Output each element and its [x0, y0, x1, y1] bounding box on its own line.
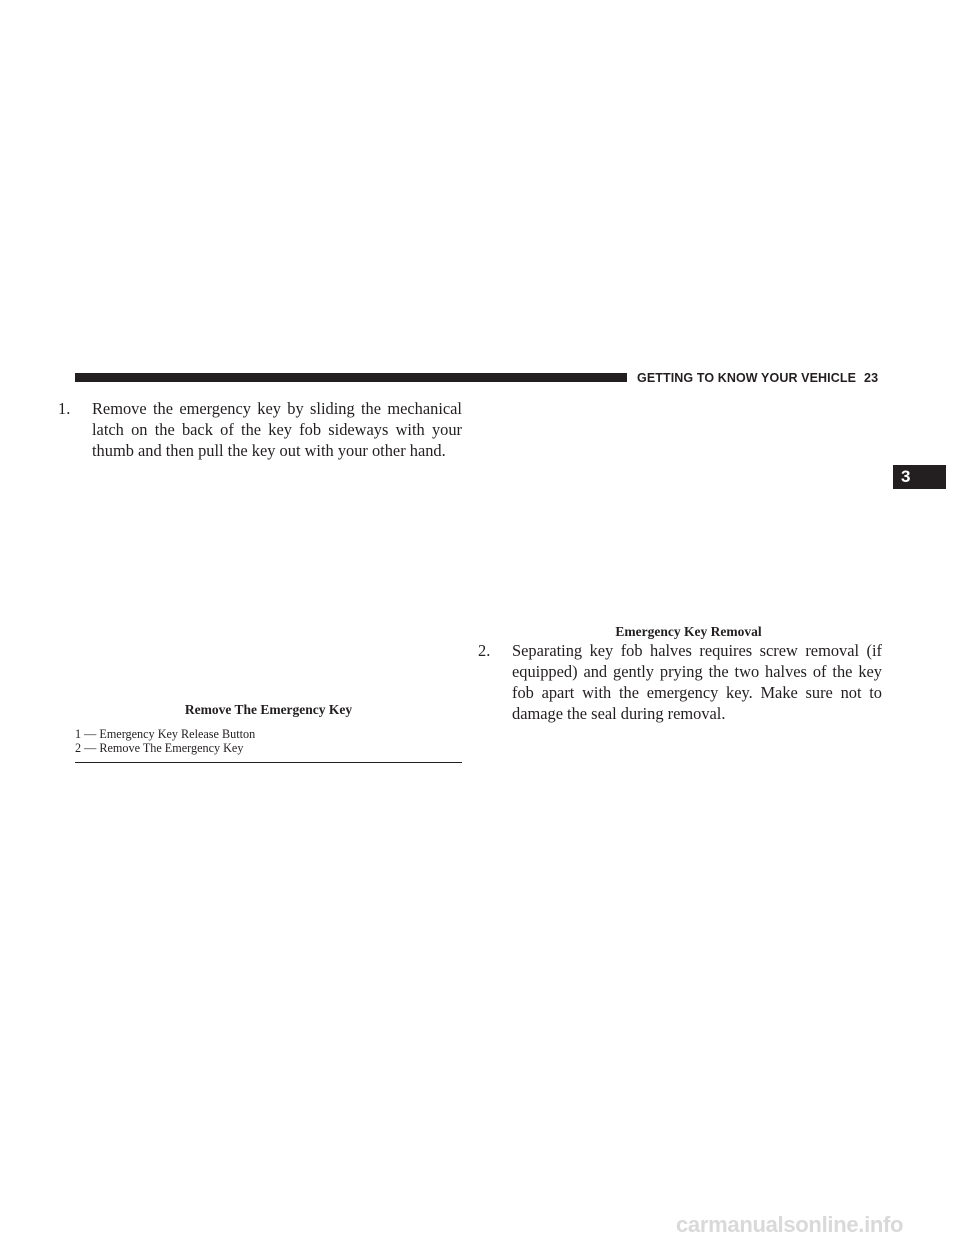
figure-caption: Remove The Emergency Key	[184, 702, 353, 717]
figure-legend	[75, 727, 462, 755]
page-number: 23	[864, 371, 879, 385]
step-2	[478, 640, 882, 724]
legend-divider	[75, 762, 462, 763]
step-number: 1.	[58, 399, 71, 418]
page-header	[637, 370, 878, 386]
watermark: carmanualsonline.info	[676, 1212, 904, 1237]
chapter-tab[interactable]: 3	[893, 465, 946, 489]
step-number: 2.	[478, 641, 491, 660]
figure-caption: Emergency Key Removal	[615, 624, 762, 639]
step-1	[58, 398, 462, 461]
legend-item: 2 — Remove The Emergency Key	[75, 741, 244, 755]
section-title: GETTING TO KNOW YOUR VEHICLE	[637, 371, 857, 385]
figure-emergency-key-removal	[495, 395, 882, 620]
legend-item: 1 — Emergency Key Release Button	[75, 727, 256, 741]
step-text: Separating key fob halves requires screw removal (if equipped) and gently prying the two halves of the key fob apart with the emergency key. Make sure not to damage the seal during removal.	[512, 641, 882, 723]
header-rule	[75, 373, 627, 382]
figure-remove-emergency-key	[75, 470, 462, 695]
step-text: Remove the emergency key by sliding the mechanical latch on the back of the key fob sideways with your thumb and then pull the key out with your other hand.	[92, 399, 462, 460]
